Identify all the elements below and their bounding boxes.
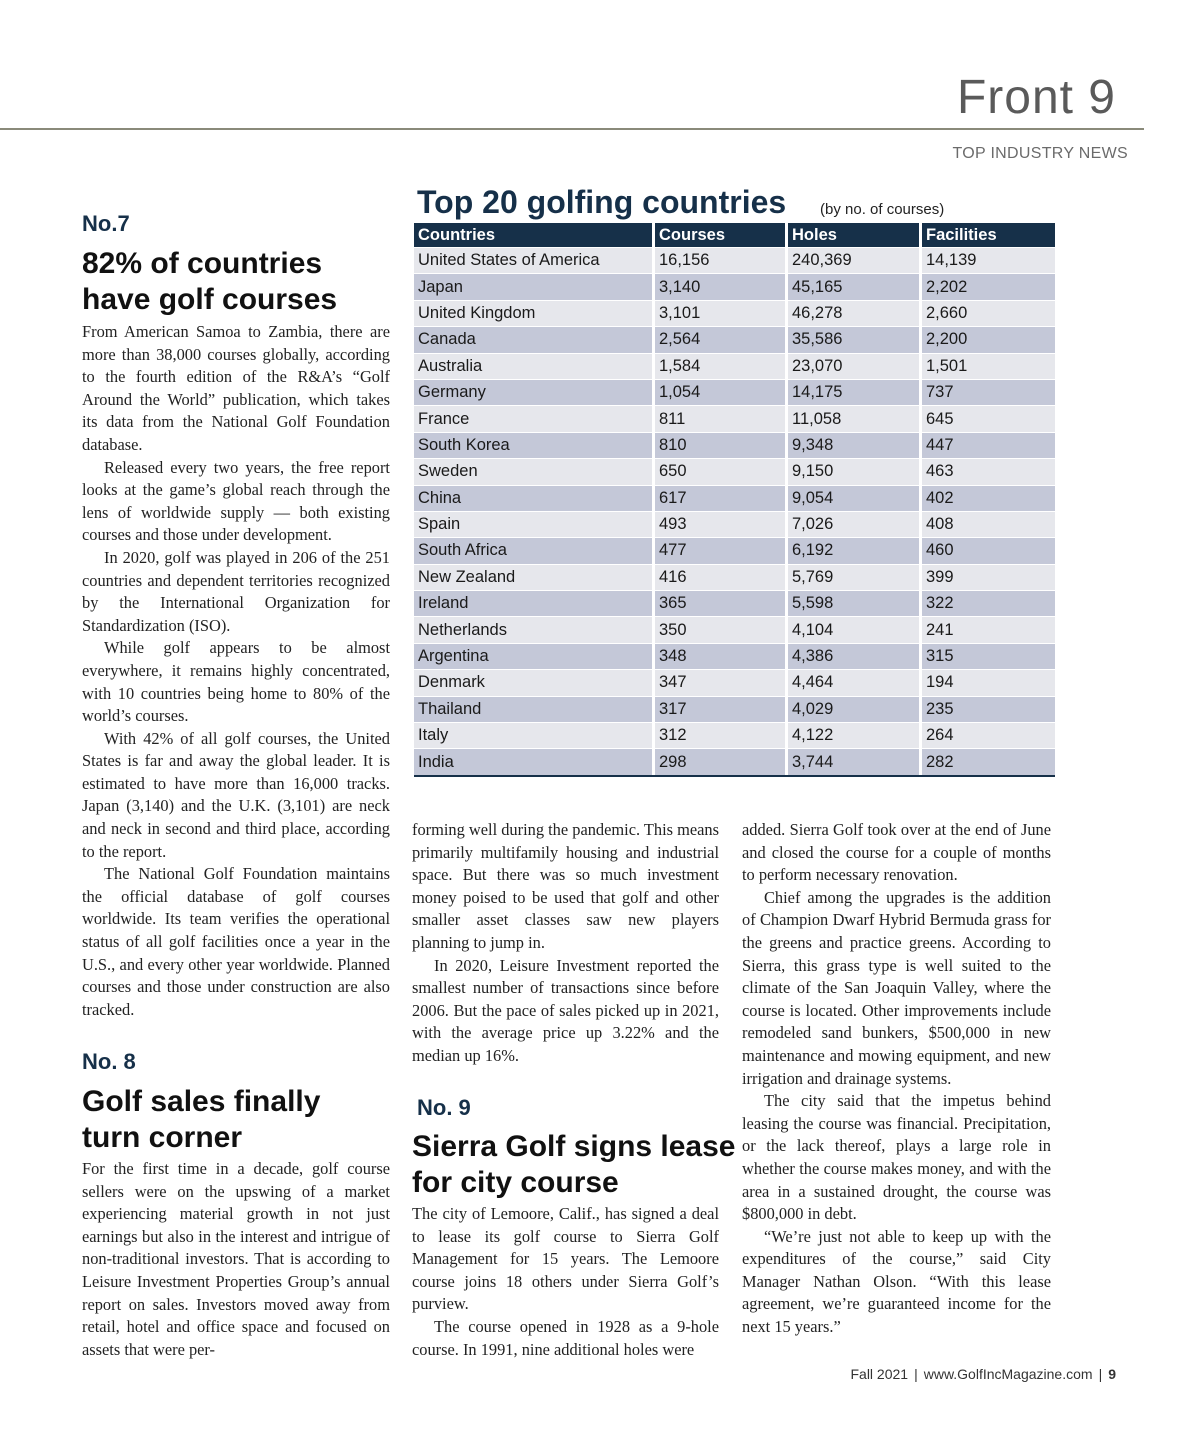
- cell-courses: 365: [655, 590, 788, 616]
- cell-courses: 1,054: [655, 379, 788, 405]
- article-8-headline-line2: turn corner: [82, 1121, 243, 1154]
- table-title: Top 20 golfing countries: [417, 184, 787, 220]
- cell-holes: 3,744: [788, 748, 922, 774]
- cell-courses: 811: [655, 405, 788, 431]
- cell-holes: 9,150: [788, 458, 922, 484]
- cell-holes: 46,278: [788, 300, 922, 326]
- cell-facilities: 402: [922, 485, 1055, 511]
- cell-courses: 16,156: [655, 247, 788, 273]
- cell-country: South Korea: [414, 432, 655, 458]
- cell-holes: 45,165: [788, 273, 922, 299]
- cell-courses: 348: [655, 643, 788, 669]
- golf-countries-table: [414, 223, 1055, 777]
- article-8-paragraph-3: In 2020, Leisure Investment reported the smallest number of transactions since before 2006. But the pace of sales picked up in 2021, with the average price up 3.22% and the median up 16%.: [412, 955, 719, 1065]
- article-7-headline-line2: have golf courses: [82, 283, 338, 316]
- cell-holes: 35,586: [788, 326, 922, 352]
- cell-holes: 9,348: [788, 432, 922, 458]
- cell-facilities: 1,501: [922, 353, 1055, 379]
- article-9-paragraph-5: The city said that the impetus behind leasing the course was financial. Precipitation, or the lack thereof, plays a large role in whether the course makes money, and with the area in a sustained drought, the course was $800,000 in debt.: [742, 1091, 1051, 1224]
- table-row: [414, 405, 1055, 431]
- header-divider: [0, 128, 1144, 130]
- article-9-paragraph-4: Chief among the upgrades is the addition of Champion Dwarf Hybrid Bermuda grass for the greens and practice greens. According to Sierra, this grass type is well suited to the climate of the San Joaquin Valley, where the course is located. Other improvements include remodeled sand bunkers, $500,000 in new maintenance and mowing equipment, and new irrigation and drainage systems.: [742, 887, 1051, 1088]
- cell-courses: 416: [655, 564, 788, 590]
- table-row: [414, 748, 1055, 774]
- cell-courses: 298: [655, 748, 788, 774]
- cell-holes: 4,386: [788, 643, 922, 669]
- article-9-headline-line1: Sierra Golf signs lease: [412, 1130, 736, 1163]
- cell-facilities: 235: [922, 696, 1055, 722]
- cell-country: Australia: [414, 353, 655, 379]
- article-9-paragraph-6: “We’re just not able to keep up with the expenditures of the course,” said City Manager Nathan Olson. “With this lease agreement, we’re guaranteed income for the next 15 years.”: [742, 1226, 1051, 1337]
- cell-country: Germany: [414, 379, 655, 405]
- cell-country: China: [414, 485, 655, 511]
- article-8-body-col2: [412, 819, 719, 1068]
- article-9-body-col3: [742, 819, 1051, 1339]
- header-holes: Holes: [788, 223, 922, 247]
- cell-country: South Africa: [414, 537, 655, 563]
- cell-facilities: 408: [922, 511, 1055, 537]
- section-subtitle: TOP INDUSTRY NEWS: [952, 145, 1128, 162]
- article-8-body-col1: [82, 1158, 390, 1361]
- table-row: [414, 247, 1055, 273]
- page-number: 9: [1108, 1366, 1116, 1382]
- cell-facilities: 315: [922, 643, 1055, 669]
- cell-country: Argentina: [414, 643, 655, 669]
- cell-courses: 317: [655, 696, 788, 722]
- cell-courses: 650: [655, 458, 788, 484]
- article-7-paragraph-3: In 2020, golf was played in 206 of the 251 countries and dependent territories recognized by the International Organization for Standardization (ISO).: [82, 547, 390, 635]
- table-row: [414, 669, 1055, 695]
- cell-facilities: 282: [922, 748, 1055, 774]
- cell-facilities: 2,660: [922, 300, 1055, 326]
- cell-holes: 4,464: [788, 669, 922, 695]
- cell-country: Spain: [414, 511, 655, 537]
- cell-holes: 23,070: [788, 353, 922, 379]
- article-7-paragraph-2: Released every two years, the free report looks at the game’s global reach through the lens of worldwide supply — both existing courses and those under development.: [82, 457, 390, 545]
- table-row: [414, 537, 1055, 563]
- article-8-paragraph-2: forming well during the pandemic. This means primarily multifamily housing and industrial space. But there was so much investment money poised to be used that golf and other smaller asset classes saw new players planning to jump in.: [412, 820, 719, 952]
- cell-facilities: 447: [922, 432, 1055, 458]
- footer-website[interactable]: www.GolfIncMagazine.com: [923, 1366, 1093, 1382]
- cell-country: Sweden: [414, 458, 655, 484]
- cell-country: Italy: [414, 722, 655, 748]
- cell-courses: 810: [655, 432, 788, 458]
- cell-holes: 6,192: [788, 537, 922, 563]
- cell-holes: 5,598: [788, 590, 922, 616]
- cell-country: Netherlands: [414, 616, 655, 642]
- footer-separator: |: [914, 1366, 918, 1382]
- cell-facilities: 645: [922, 405, 1055, 431]
- cell-country: New Zealand: [414, 564, 655, 590]
- cell-country: Ireland: [414, 590, 655, 616]
- cell-facilities: 463: [922, 458, 1055, 484]
- article-7-paragraph-5: With 42% of all golf courses, the United States is far and away the global leader. It is estimated to have more than 16,000 tracks. Japan (3,140) and the U.K. (3,101) are neck and neck in second and third place, according to the report.: [82, 728, 390, 861]
- table-row: [414, 590, 1055, 616]
- table-row: [414, 722, 1055, 748]
- article-7-paragraph-4: While golf appears to be almost everywhere, it remains highly concentrated, with 10 countries being home to 80% of the world’s courses.: [82, 638, 390, 726]
- cell-facilities: 2,202: [922, 273, 1055, 299]
- cell-holes: 14,175: [788, 379, 922, 405]
- article-7-headline-line1: 82% of countries: [82, 247, 323, 280]
- cell-country: Japan: [414, 273, 655, 299]
- cell-country: United Kingdom: [414, 300, 655, 326]
- cell-facilities: 737: [922, 379, 1055, 405]
- cell-courses: 347: [655, 669, 788, 695]
- table-row: [414, 458, 1055, 484]
- cell-holes: 7,026: [788, 511, 922, 537]
- header-facilities: Facilities: [922, 223, 1055, 247]
- cell-country: Denmark: [414, 669, 655, 695]
- cell-courses: 312: [655, 722, 788, 748]
- cell-courses: 493: [655, 511, 788, 537]
- article-9-kicker: No. 9: [417, 1095, 471, 1120]
- cell-holes: 9,054: [788, 485, 922, 511]
- cell-facilities: 399: [922, 564, 1055, 590]
- table-subtitle: (by no. of courses): [820, 201, 945, 218]
- cell-facilities: 14,139: [922, 247, 1055, 273]
- cell-courses: 350: [655, 616, 788, 642]
- table-row: [414, 616, 1055, 642]
- table-row: [414, 511, 1055, 537]
- article-7-body: [82, 321, 390, 1021]
- table-row: [414, 643, 1055, 669]
- article-8-paragraph-1: For the first time in a decade, golf course sellers were on the upswing of a market experiencing material growth in not just earnings but also in the interest and intrigue of non-traditional investors. That is according to Leisure Investment Properties Group’s annual report on sales. Investors moved away from retail, hotel and office space and focused on assets that were per-: [82, 1159, 390, 1359]
- cell-facilities: 194: [922, 669, 1055, 695]
- article-9-headline-line2: for city course: [412, 1166, 619, 1199]
- cell-holes: 4,104: [788, 616, 922, 642]
- article-9-headline: [412, 1129, 735, 1201]
- table-row: [414, 432, 1055, 458]
- cell-courses: 3,101: [655, 300, 788, 326]
- table-row: [414, 300, 1055, 326]
- cell-courses: 2,564: [655, 326, 788, 352]
- article-7-paragraph-1: From American Samoa to Zambia, there are more than 38,000 courses globally, according to the fourth edition of the R&A’s “Golf Around the World” publication, which takes its data from the National Golf Foundation database.: [82, 322, 390, 454]
- table-row: [414, 353, 1055, 379]
- table-row: [414, 485, 1055, 511]
- cell-facilities: 460: [922, 537, 1055, 563]
- cell-holes: 5,769: [788, 564, 922, 590]
- table-row: [414, 696, 1055, 722]
- cell-country: Thailand: [414, 696, 655, 722]
- section-title: Front 9: [956, 71, 1116, 124]
- article-8-headline-line1: Golf sales finally: [82, 1085, 321, 1118]
- cell-facilities: 264: [922, 722, 1055, 748]
- cell-courses: 617: [655, 485, 788, 511]
- page-footer: [850, 1366, 1116, 1382]
- article-8-kicker: No. 8: [82, 1049, 136, 1074]
- header-countries: Countries: [414, 223, 655, 247]
- article-9-body-col2: [412, 1203, 719, 1361]
- article-7-paragraph-6: The National Golf Foundation maintains the official database of golf courses worldwide. Its team verifies the operational status of all golf facilities once a year in the U.S., and every other year worldwide. Planned courses and those under construction are also tracked.: [82, 864, 390, 1019]
- cell-facilities: 241: [922, 616, 1055, 642]
- cell-country: Canada: [414, 326, 655, 352]
- cell-holes: 4,029: [788, 696, 922, 722]
- cell-courses: 1,584: [655, 353, 788, 379]
- cell-country: France: [414, 405, 655, 431]
- cell-facilities: 322: [922, 590, 1055, 616]
- table-header-row: [414, 223, 1055, 247]
- table-row: [414, 379, 1055, 405]
- cell-country: United States of America: [414, 247, 655, 273]
- table-row: [414, 326, 1055, 352]
- cell-courses: 3,140: [655, 273, 788, 299]
- cell-facilities: 2,200: [922, 326, 1055, 352]
- cell-country: India: [414, 748, 655, 774]
- header-courses: Courses: [655, 223, 788, 247]
- article-8-headline: [82, 1084, 320, 1156]
- table-row: [414, 564, 1055, 590]
- table-body: [414, 247, 1055, 775]
- article-9-paragraph-2: The course opened in 1928 as a 9-hole course. In 1991, nine additional holes were: [412, 1316, 719, 1359]
- table-row: [414, 273, 1055, 299]
- cell-holes: 4,122: [788, 722, 922, 748]
- article-7-headline: [82, 246, 337, 318]
- footer-separator: |: [1098, 1366, 1103, 1382]
- cell-courses: 477: [655, 537, 788, 563]
- cell-holes: 240,369: [788, 247, 922, 273]
- footer-issue: Fall 2021: [850, 1366, 909, 1382]
- article-7-kicker: No.7: [82, 211, 130, 236]
- article-9-paragraph-1: The city of Lemoore, Calif., has signed a deal to lease its golf course to Sierra Golf Management for 15 years. The Lemoore course joins 18 others under Sierra Golf’s purview.: [412, 1204, 719, 1314]
- article-9-paragraph-3: added. Sierra Golf took over at the end of June and closed the course for a couple of months to perform necessary renovation.: [742, 820, 1051, 885]
- cell-holes: 11,058: [788, 405, 922, 431]
